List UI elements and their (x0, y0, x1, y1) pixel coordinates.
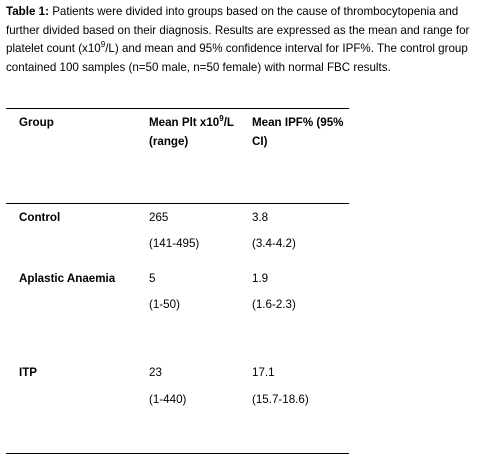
row-itp-ipf-mean: 17.1 (252, 366, 275, 379)
row-aplastic-group: Aplastic Anaemia (19, 272, 116, 285)
caption-label: Table 1: (6, 5, 49, 18)
row-aplastic-ipf-ci: (1.6-2.3) (252, 298, 296, 311)
row-control-ipf-ci: (3.4-4.2) (252, 237, 296, 250)
header-platelet-line2: (range) (149, 135, 189, 148)
caption-text: Patients were divided into groups based on the cause of thrombocytopenia and further divided based on their diagnosis. Results are expressed as the mean and range for platelet count (x10 (6, 5, 470, 55)
table-top-rule (6, 108, 349, 109)
row-itp-group: ITP (19, 366, 38, 379)
row-control-group: Control (19, 211, 61, 224)
header-platelet-unit: /L (223, 116, 235, 129)
row-control-plt-range: (141-495) (149, 237, 200, 250)
caption-text-continued: /L) and mean and 95% confidence interval for IPF%. The control group contained 100 samples (n=50 male, n=50 female) with normal FBC results. (6, 42, 468, 74)
row-aplastic-ipf-mean: 1.9 (252, 272, 269, 285)
row-aplastic-plt-range: (1-50) (149, 298, 180, 311)
header-ipf-line1: Mean IPF% (95% (252, 116, 344, 129)
row-itp-ipf-ci: (15.7-18.6) (252, 393, 309, 406)
row-aplastic-plt-mean: 5 (149, 272, 156, 285)
table-caption (6, 3, 494, 77)
header-platelet-superscript: 9 (219, 114, 224, 124)
table-bottom-rule (6, 453, 349, 454)
row-control-plt-mean: 265 (149, 211, 169, 224)
row-itp-plt-range: (1-440) (149, 393, 187, 406)
row-itp-plt-mean: 23 (149, 366, 162, 379)
header-platelet-text: Mean Plt x10 (149, 116, 220, 129)
header-group: Group (19, 116, 54, 129)
header-ipf-line2: CI) (252, 135, 268, 148)
header-platelet-line1 (149, 115, 234, 131)
header-bottom-rule (6, 203, 349, 204)
row-control-ipf-mean: 3.8 (252, 211, 269, 224)
caption-superscript: 9 (100, 40, 106, 50)
